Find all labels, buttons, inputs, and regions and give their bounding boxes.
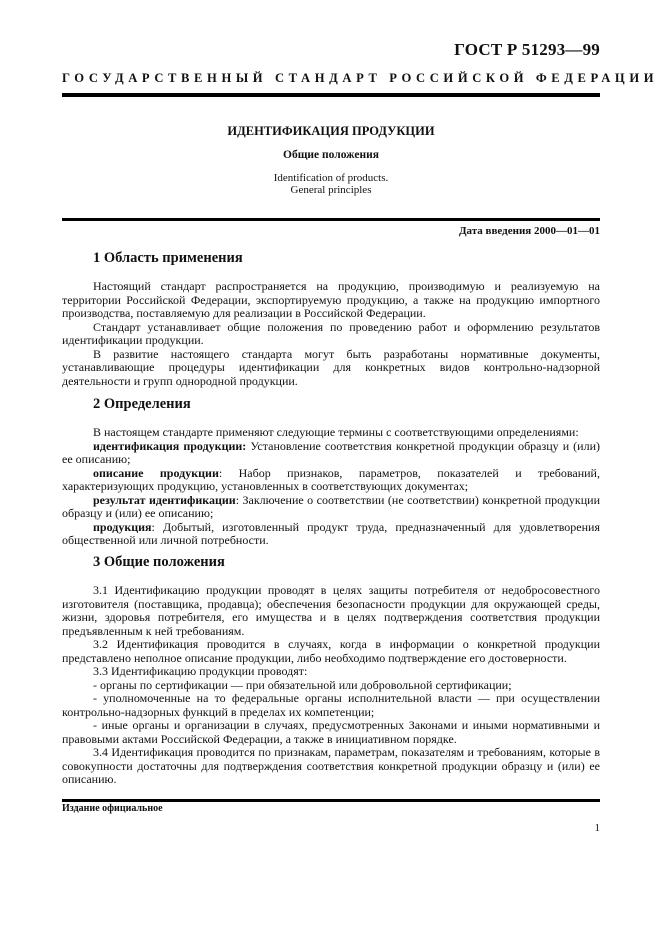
- paragraph: 3.2 Идентификация проводится в случаях, когда в информации о конкретной продукции представлено неполное описание продукции, либо необходимо подтверждение его достоверности.: [62, 637, 600, 665]
- section-heading: 1 Область применения: [93, 250, 243, 266]
- definition-term: идентификация продукции:: [93, 438, 247, 453]
- paragraph: 3.4 Идентификация проводится по признакам, параметрам, показателям и требованиям, которые в совокупности достаточны для подтверждения соответствия конкретной продукции образцу и (или) ее описанию.: [62, 745, 600, 786]
- document-title: ИДЕНТИФИКАЦИЯ ПРОДУКЦИИ: [227, 124, 435, 138]
- definition-text: : Добытый, изготовленный продукт труда, предназначенный для удовлетворения общественной или личной потребности.: [62, 519, 600, 547]
- list-item: - уполномоченные на то федеральные органы исполнительной власти — при осуществлении контрольно-надзорных функций в пределах их компетенции;: [62, 691, 600, 719]
- definition-term: описание продукции: [93, 465, 219, 480]
- paragraph: В настоящем стандарте применяют следующие термины с соответствующими определениями:: [93, 425, 579, 439]
- definition-text: : Заключение о соответствии (не соответствии) конкретной продукции образцу и (или) ее описанию;: [62, 492, 601, 520]
- page-number: 1: [594, 822, 600, 834]
- definition-term: продукция: [93, 519, 152, 534]
- paragraph: В развитие настоящего стандарта могут быть разработаны нормативные документы, устанавливающие процедуры идентификации для конкретных видов контрольно-надзорной деятельности и групп однородной продукции.: [62, 346, 600, 388]
- list-item: - органы по сертификации — при обязательной или добровольной сертификации;: [93, 677, 512, 692]
- definition-text: : Набор признаков, параметров, показателей и требований, характеризующих продукцию, установленных в соответствующих документах;: [62, 465, 600, 493]
- section-body: [62, 280, 600, 388]
- list-item: - иные органы и организации в случаях, предусмотренных Законами и иными нормативными и правовыми актами Российской Федерации, а также в инициативном порядке.: [62, 718, 600, 746]
- section-definitions: [62, 396, 600, 548]
- paragraph: 3.1 Идентификацию продукции проводят в целях защиты потребителя от недобросовестного изготовителя (поставщика, продавца); обеспечения безопасности продукции для окружающей среды, жизни, здоровья потребителя, его имущества и в целях подтверждения соответствия продукции предъявленным к ней требованиям.: [62, 583, 600, 638]
- definition-item: [62, 521, 600, 548]
- definition-term: результат идентификации: [93, 492, 236, 507]
- definition-item: [62, 494, 600, 521]
- definition-text: Установление соответствия конкретной продукции образцу и (или) ее описанию;: [62, 438, 600, 466]
- definition-item: [62, 467, 600, 494]
- definition-item: [62, 440, 600, 467]
- gost-code: ГОСТ Р 51293—99: [454, 40, 600, 59]
- section-body: [62, 426, 600, 548]
- top-rule-divider: [62, 93, 600, 97]
- state-standard-header: ГОСУДАРСТВЕННЫЙ СТАНДАРТ РОССИЙСКОЙ ФЕДЕРАЦИИ: [62, 71, 659, 85]
- official-edition-label: Издание официальное: [62, 803, 163, 814]
- section-general-provisions: [62, 554, 600, 787]
- paragraph: Стандарт устанавливает общие положения по проведению работ и оформлению результатов идентификации продукции.: [62, 319, 600, 347]
- section-heading: 2 Определения: [93, 396, 191, 412]
- paragraph: Настоящий стандарт распространяется на продукцию, производимую и реализуемую на территории Российской Федерации, экспортируемую продукцию, а также на продукцию импортного производства, поставляемую для реализации в Российской Федерации.: [62, 279, 600, 320]
- document-subtitle: Общие положения: [283, 149, 379, 161]
- english-title-line-1: Identification of products.: [273, 172, 389, 184]
- middle-rule-divider: [62, 218, 600, 221]
- english-title-line-2: General principles: [290, 184, 372, 196]
- paragraph: 3.3 Идентификацию продукции проводят:: [93, 664, 308, 678]
- english-title: [62, 172, 600, 196]
- document-page: [62, 0, 659, 936]
- introduction-date: Дата введения 2000—01—01: [458, 225, 600, 237]
- section-scope: [62, 250, 600, 388]
- bottom-rule-divider: [62, 799, 600, 802]
- section-heading: 3 Общие положения: [93, 554, 225, 570]
- section-body: [62, 584, 600, 787]
